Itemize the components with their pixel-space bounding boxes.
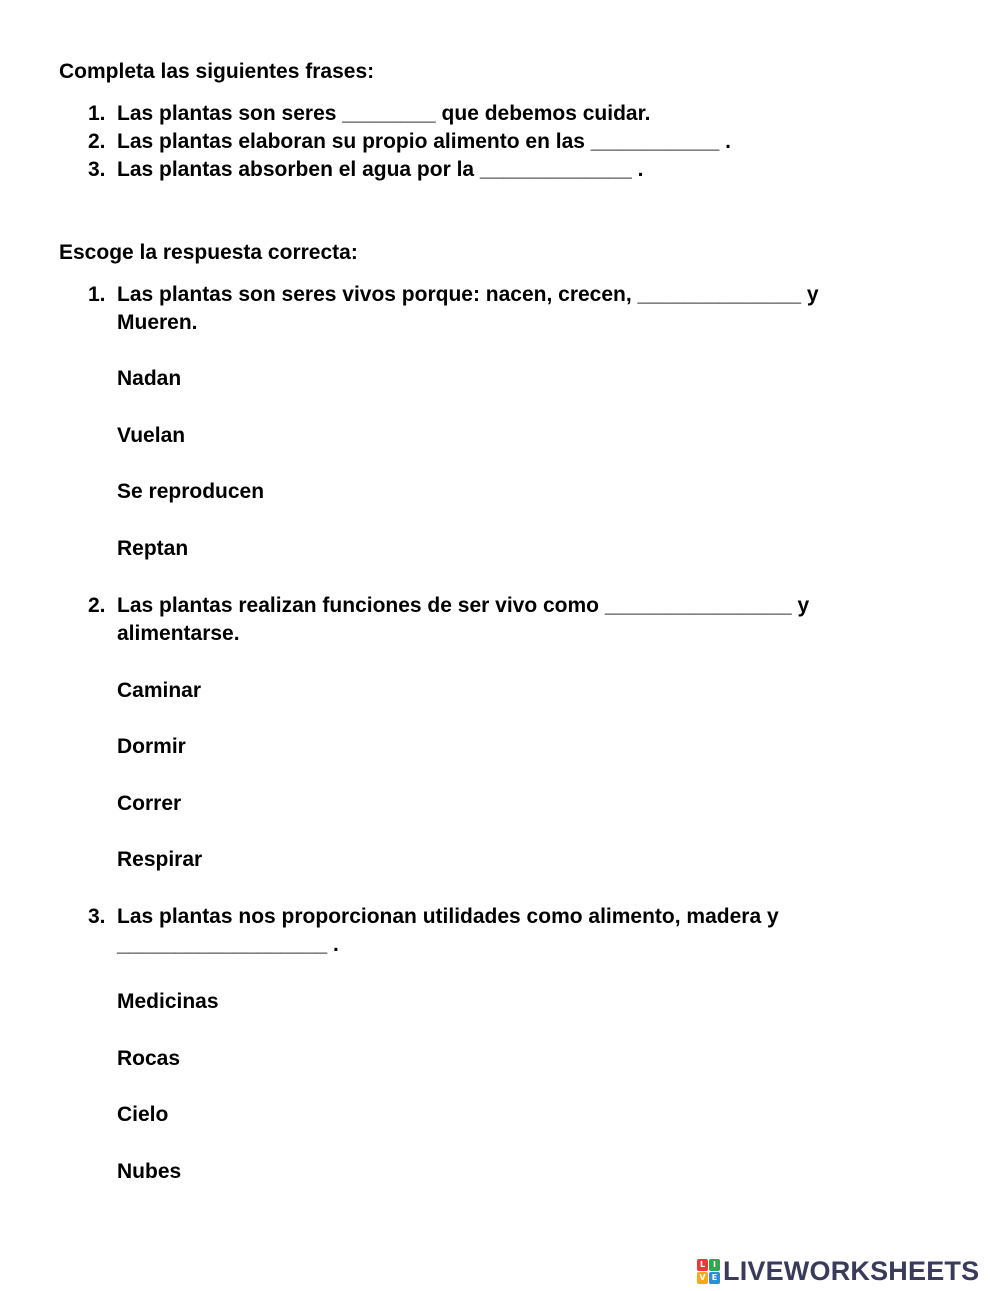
fill-item-text: Las plantas son seres ________ que debemos cuidar. [117,102,651,125]
question-text-line1: Las plantas son seres vivos porque: nacen, crecen, ______________ y [117,283,819,306]
answer-option[interactable]: Vuelan [117,424,186,447]
logo-block: L [697,1259,708,1271]
answer-option[interactable]: Respirar [117,848,203,871]
answer-option[interactable]: Nadan [117,367,182,390]
logo-block: I [709,1259,720,1271]
logo-block: V [697,1272,708,1284]
question-text-line2: __________________ . [117,933,339,956]
fill-item-text: Las plantas absorben el agua por la _____________ . [117,158,644,181]
question-number: 3. [88,905,106,928]
answer-option[interactable]: Dormir [117,735,186,758]
logo-block: E [709,1272,720,1284]
logo-blocks-icon [697,1259,720,1284]
liveworksheets-logo [697,1257,979,1285]
answer-option[interactable]: Correr [117,792,182,815]
fill-item-number: 1. [88,102,106,125]
answer-option[interactable]: Cielo [117,1103,169,1126]
answer-option[interactable]: Caminar [117,679,202,702]
question-number: 2. [88,594,106,617]
fill-item-number: 3. [88,158,106,181]
section-heading-choose: Escoge la respuesta correcta: [59,241,358,264]
answer-option[interactable]: Rocas [117,1047,181,1070]
question-number: 1. [88,283,106,306]
answer-option[interactable]: Nubes [117,1160,182,1183]
fill-item-text: Las plantas elaboran su propio alimento en las ___________ . [117,130,731,153]
section-heading-complete: Completa las siguientes frases: [59,60,375,83]
answer-option[interactable]: Medicinas [117,990,219,1013]
question-text-line1: Las plantas realizan funciones de ser vivo como ________________ y [117,594,810,617]
question-text-line1: Las plantas nos proporcionan utilidades como alimento, madera y [117,905,779,928]
question-text-line2: alimentarse. [117,622,240,645]
fill-item-number: 2. [88,130,106,153]
answer-option[interactable]: Reptan [117,537,189,560]
answer-option[interactable]: Se reproducen [117,480,265,503]
question-text-line2: Mueren. [117,311,198,334]
logo-text: LIVEWORKSHEETS [723,1255,980,1286]
